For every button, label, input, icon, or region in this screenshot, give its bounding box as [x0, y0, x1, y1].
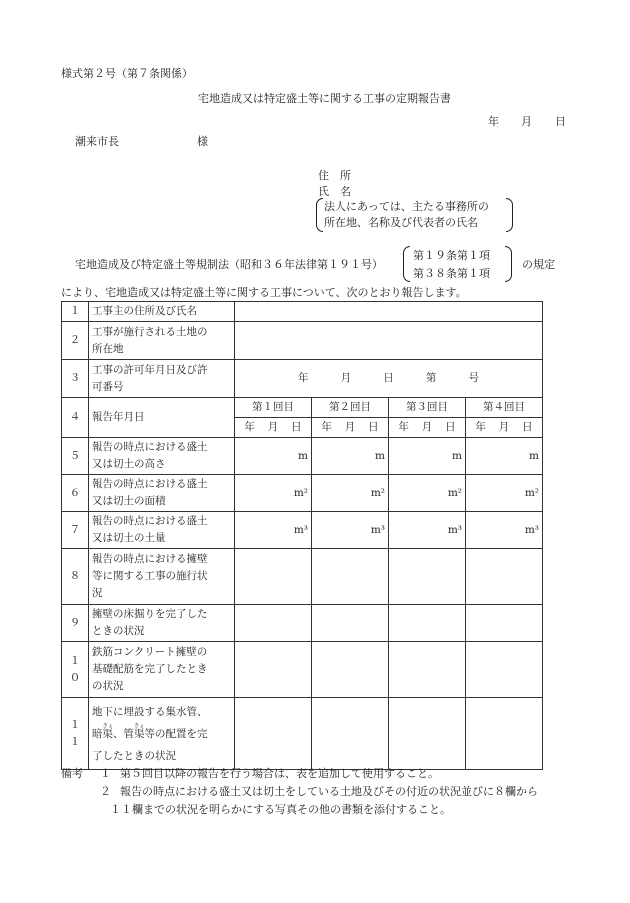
height-cell-1[interactable]: m	[235, 438, 312, 475]
volume-cell-2[interactable]: m³	[312, 512, 389, 549]
report-date-3[interactable]: 年 月 日	[389, 418, 466, 438]
status-cell-4[interactable]	[466, 642, 543, 698]
note-1-number: １	[100, 767, 111, 780]
report-date-2[interactable]: 年 月 日	[312, 418, 389, 438]
row-label: 報告の時点における擁壁 等に関する工事の施行状 況	[89, 549, 235, 605]
article-1: 第１９条第１項	[413, 249, 490, 262]
volume-cell-4[interactable]: m³	[466, 512, 543, 549]
note-2-number: ２	[100, 785, 111, 798]
notes-heading: 備考	[61, 767, 83, 780]
report-header-2: 第２回目	[312, 398, 389, 418]
address-label: 住 所	[318, 169, 351, 182]
statement-suffix: の規定	[522, 258, 555, 271]
report-date-4[interactable]: 年 月 日	[466, 418, 543, 438]
status-cell-2[interactable]	[312, 642, 389, 698]
honorific: 様	[197, 135, 208, 148]
note-1: 第５回目以降の報告を行う場合は、表を追加して使用すること。	[120, 767, 439, 780]
row-number: １	[62, 302, 89, 322]
height-cell-2[interactable]: m	[312, 438, 389, 475]
row-label: 鉄筋コンクリート擁壁の 基礎配筋を完了したとき の状況	[89, 642, 235, 698]
report-header-4: 第４回目	[466, 398, 543, 418]
status-cell-1[interactable]	[235, 549, 312, 605]
row-number: ８	[62, 549, 89, 605]
status-cell-1[interactable]	[235, 642, 312, 698]
row-label: 報告の時点における盛土 又は切土の土量	[89, 512, 235, 549]
row-number: ６	[62, 475, 89, 512]
area-cell-4[interactable]: m²	[466, 475, 543, 512]
row-label: 工事主の住所及び氏名	[89, 302, 235, 322]
status-cell-3[interactable]	[389, 642, 466, 698]
corp-note-line-2: 所在地、名称及び代表者の氏名	[324, 216, 478, 229]
status-cell-3[interactable]	[389, 605, 466, 642]
status-cell-2[interactable]	[312, 605, 389, 642]
statement-line-2: により、宅地造成又は特定盛土等に関する工事について、次のとおり報告します。	[61, 286, 467, 299]
name-label: 氏 名	[318, 185, 351, 198]
area-cell-3[interactable]: m²	[389, 475, 466, 512]
area-cell-2[interactable]: m²	[312, 475, 389, 512]
row-number: ９	[62, 605, 89, 642]
row-label: 地下に埋設する集水管、 暗渠きょ、管渠きょ等の配置を完 了したときの状況	[89, 698, 235, 770]
volume-cell-1[interactable]: m³	[235, 512, 312, 549]
status-cell-3[interactable]	[389, 549, 466, 605]
status-cell-4[interactable]	[466, 605, 543, 642]
status-cell-3[interactable]	[389, 698, 466, 770]
value-cell[interactable]	[235, 322, 543, 360]
addressee: 潮来市長	[75, 135, 119, 148]
table-row	[62, 398, 543, 418]
statement-law: 宅地造成及び特定盛土等規制法（昭和３６年法律第１９１号）	[75, 258, 383, 271]
page-title: 宅地造成又は特定盛土等に関する工事の定期報告書	[198, 92, 451, 105]
date-day-label: 日	[555, 115, 566, 128]
row-number: ２	[62, 322, 89, 360]
row-number: ７	[62, 512, 89, 549]
left-brace	[316, 198, 323, 232]
date-year-label: 年	[488, 115, 499, 128]
status-cell-1[interactable]	[235, 605, 312, 642]
row-label: 工事が施行される土地の 所在地	[89, 322, 235, 360]
status-cell-4[interactable]	[466, 698, 543, 770]
right-brace	[506, 198, 513, 232]
row-number: ３	[62, 360, 89, 398]
date-month-label: 月	[521, 115, 532, 128]
table-row	[62, 322, 543, 360]
corp-note-line-1: 法人にあっては、主たる事務所の	[324, 200, 489, 213]
note-2-continued: １１欄までの状況を明らかにする写真その他の書類を添付すること。	[110, 803, 451, 816]
note-2: 報告の時点における盛土又は切土をしている土地及びその付近の状況並びに８欄から	[120, 785, 538, 798]
table-row	[62, 360, 543, 398]
row-label: 報告の時点における盛土 又は切土の高さ	[89, 438, 235, 475]
permit-value-cell[interactable]: 年 月 日 第 号	[235, 360, 543, 398]
area-cell-1[interactable]: m²	[235, 475, 312, 512]
report-table	[61, 301, 543, 770]
row-number: ４	[62, 398, 89, 438]
row-label: 工事の許可年月日及び許 可番号	[89, 360, 235, 398]
row-label: 報告の時点における盛土 又は切土の面積	[89, 475, 235, 512]
report-header-3: 第３回目	[389, 398, 466, 418]
table-row	[62, 549, 543, 605]
status-cell-2[interactable]	[312, 549, 389, 605]
article-left-brace	[403, 246, 410, 282]
row-label: 擁壁の床掘りを完了した ときの状況	[89, 605, 235, 642]
height-cell-4[interactable]: m	[466, 438, 543, 475]
table-row	[62, 642, 543, 698]
table-row	[62, 698, 543, 770]
table-row	[62, 475, 543, 512]
value-cell[interactable]	[235, 302, 543, 322]
table-row	[62, 512, 543, 549]
article-right-brace	[505, 246, 512, 282]
table-row	[62, 605, 543, 642]
status-cell-1[interactable]	[235, 698, 312, 770]
row-number: ５	[62, 438, 89, 475]
table-row	[62, 302, 543, 322]
table-row	[62, 438, 543, 475]
row-label: 報告年月日	[89, 398, 235, 438]
height-cell-3[interactable]: m	[389, 438, 466, 475]
article-2: 第３８条第１項	[413, 267, 490, 280]
report-date-1[interactable]: 年 月 日	[235, 418, 312, 438]
status-cell-2[interactable]	[312, 698, 389, 770]
status-cell-4[interactable]	[466, 549, 543, 605]
volume-cell-3[interactable]: m³	[389, 512, 466, 549]
report-header-1: 第１回目	[235, 398, 312, 418]
row-number: １１	[62, 698, 89, 770]
form-number: 様式第２号（第７条関係）	[61, 67, 193, 80]
row-number: １０	[62, 642, 89, 698]
